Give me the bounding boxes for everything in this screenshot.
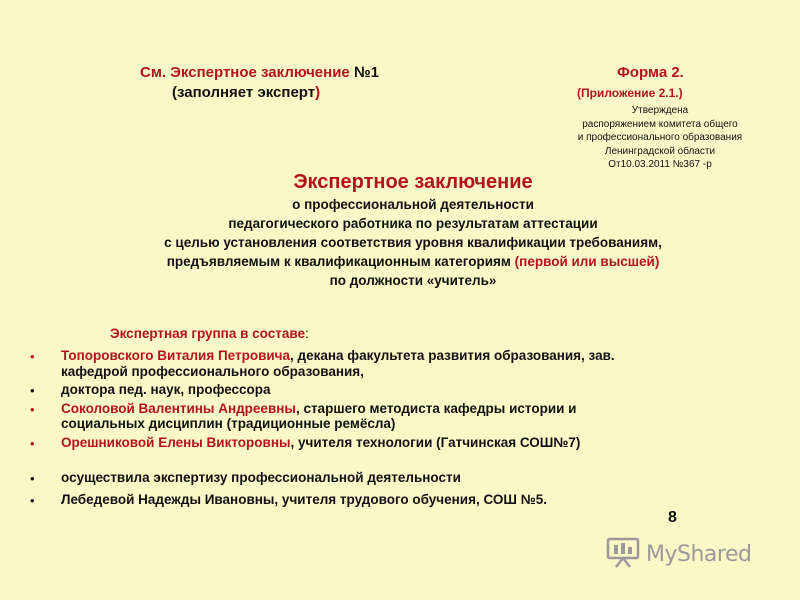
approval-block [540, 104, 780, 172]
subtitle-line: о профессиональной деятельности [292, 197, 534, 212]
list-item [61, 435, 580, 450]
approval-line: Ленинградской области [604, 145, 716, 157]
subtitle-line: педагогического работника по результатам аттестации [228, 216, 598, 231]
list-item: осуществила экспертизу профессиональной деятельности [61, 470, 461, 485]
expert-name: Соколовой Валентины Андреевны [61, 401, 296, 416]
subtitle-line4-text: предъявляемым к квалификационным категориям [166, 254, 515, 269]
list-item-continuation: социальных дисциплин (традиционные ремёсла) [61, 416, 396, 431]
category-note: (первой или высшей) [514, 254, 660, 269]
filled-by-expert-note [172, 84, 320, 101]
subtitle-line: с целью установления соответствия уровня квалификации требованиям, [164, 235, 662, 250]
list-item: Лебедевой Надежды Ивановны, учителя трудового обучения, СОШ №5. [61, 492, 548, 507]
subtitle-line [0, 254, 800, 269]
approval-line: Утверждена [631, 105, 689, 116]
page-number: 8 [668, 509, 677, 526]
reference-line [140, 64, 379, 81]
expert-name: Топоровского Виталия Петровича [61, 348, 291, 363]
appendix-label: (Приложение 2.1.) [577, 86, 683, 100]
expert-role: , декана факультета развития образования, зав. [290, 348, 615, 363]
filled-by-expert-close: ) [315, 84, 321, 101]
expert-role: , старшего методиста кафедры истории и [295, 401, 577, 416]
watermark [606, 536, 751, 573]
reference-number: №1 [353, 64, 380, 81]
filled-by-expert-text: (заполняет эксперт [172, 84, 316, 101]
bullet-icon: • [30, 436, 35, 451]
approval-line: распоряжением комитета общего [582, 118, 738, 130]
bullet-icon: • [30, 471, 35, 486]
bullet-icon: • [30, 383, 35, 398]
approval-line: и профессионального образования [577, 132, 743, 143]
subtitle-line: по должности «учитель» [329, 273, 497, 288]
reference-prefix: См. Экспертное заключение [140, 64, 354, 81]
approval-line: От10.03.2011 №367 -р [608, 159, 712, 170]
list-item [61, 401, 576, 416]
expert-name: Орешниковой Елены Викторовны [61, 435, 291, 450]
form-label: Форма 2. [617, 64, 684, 81]
expert-group-heading [110, 326, 309, 341]
expert-group-heading-text: Экспертная группа в составе [110, 326, 305, 341]
expert-role: , учителя технологии (Гатчинская СОШ№7) [290, 435, 581, 450]
bullet-icon: • [30, 349, 35, 364]
list-item-continuation: кафедрой профессионального образования, [61, 364, 364, 379]
list-item: доктора пед. наук, профессора [61, 382, 271, 397]
document-title: Экспертное заключение [293, 171, 533, 193]
list-item [61, 348, 615, 363]
expert-group-heading-colon: : [304, 326, 309, 341]
bullet-icon: • [30, 493, 35, 508]
bullet-icon: • [30, 402, 35, 417]
watermark-text: MyShared [646, 542, 752, 567]
presentation-board-icon [606, 536, 640, 573]
